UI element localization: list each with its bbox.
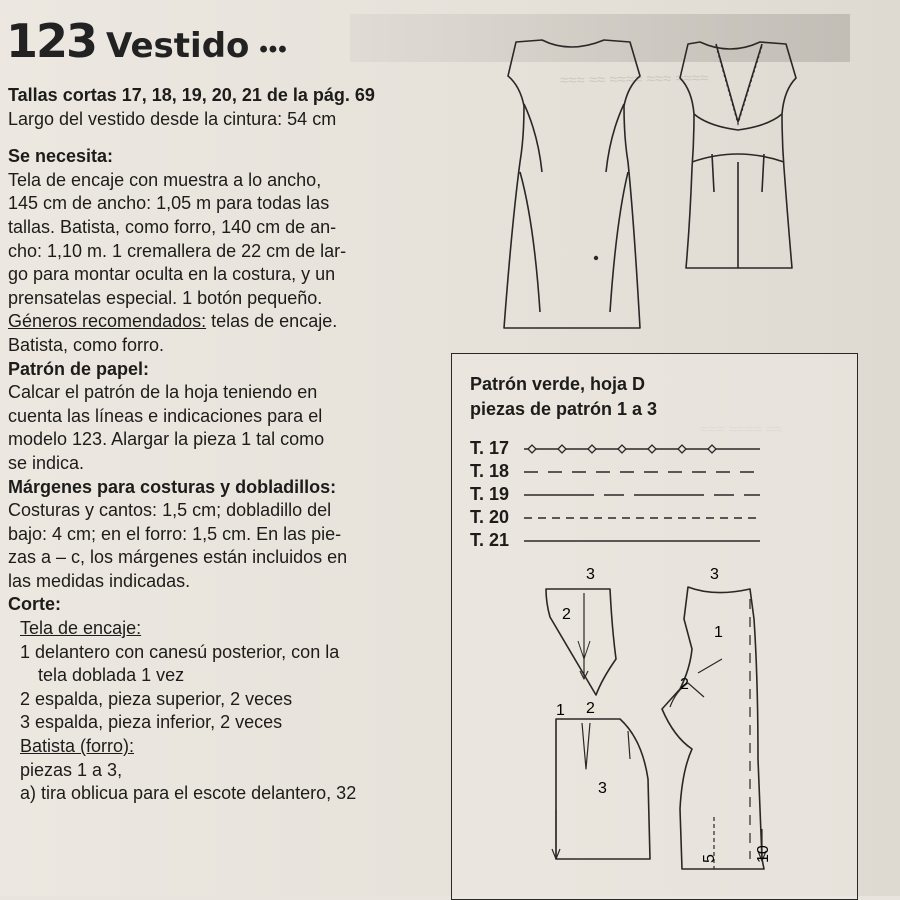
- text-line: go para montar oculta en la costura, y un: [8, 264, 336, 285]
- cut-item: tela doblada 1 vez: [38, 665, 185, 686]
- line-style-mixed-dash: [524, 488, 764, 502]
- pattern-box: [451, 353, 858, 900]
- text-line: Batista, como forro.: [8, 334, 165, 355]
- piece-3-left-label: 1: [556, 702, 565, 719]
- cut-item: 2 espalda, pieza superior, 2 veces: [20, 688, 293, 709]
- text-line: Tela de encaje con muestra a lo ancho,: [8, 169, 322, 190]
- size-label: T. 17: [470, 438, 510, 458]
- sizes-line: Tallas cortas 17, 18, 19, 20, 21 de la pág. 69: [8, 85, 375, 105]
- front-dress-sketch: [504, 40, 640, 328]
- page-title: [6, 14, 288, 72]
- piece-1-bottom-label-a: 5: [701, 854, 718, 863]
- pattern-box-title: [470, 372, 657, 422]
- difficulty-dots: •••: [259, 36, 288, 63]
- generos-rest: telas de encaje.: [206, 311, 338, 332]
- instructions-column: [8, 84, 428, 806]
- size-label: T. 19: [470, 484, 510, 504]
- encaje-label: Tela de encaje:: [20, 618, 142, 639]
- size-row-t19: [470, 484, 850, 507]
- dress-sketches: [500, 22, 830, 332]
- piece-1-side-label: 2: [680, 676, 689, 693]
- model-name: Vestido: [106, 26, 250, 66]
- piece-1-bottom-label-b: 10: [755, 845, 772, 863]
- line-style-long-dash: [524, 465, 764, 479]
- piece-3-number: 3: [598, 780, 607, 797]
- piece-2-outline: [546, 589, 616, 695]
- size-row-t21: [470, 530, 850, 553]
- size-legend: [470, 438, 850, 553]
- corte-heading: Corte:: [8, 594, 61, 615]
- patron-heading: Patrón de papel:: [8, 358, 150, 379]
- size-row-t20: [470, 507, 850, 530]
- model-number: 123: [6, 14, 97, 68]
- batista-label: Batista (forro):: [20, 736, 135, 757]
- piece-3-mid-label: 2: [586, 700, 595, 717]
- text-line: se indica.: [8, 452, 85, 473]
- size-label: T. 20: [470, 507, 510, 527]
- cut-item: 1 delantero con canesú posterior, con la: [20, 641, 340, 662]
- bleed-through-text: ≈≈≈ ≈≈ ≈≈≈≈ ≈≈≈ ≈≈≈≈: [559, 69, 709, 90]
- piece-1-top-label: 3: [710, 566, 719, 583]
- piece-1-outline: [662, 587, 764, 869]
- text-line: prensatelas especial. 1 botón pequeño.: [8, 287, 323, 308]
- piece-1-number: 1: [714, 624, 723, 641]
- text-line: Costuras y cantos: 1,5 cm; dobladillo del: [8, 500, 332, 521]
- size-row-t17: [470, 438, 850, 461]
- generos-line: [8, 310, 428, 334]
- pattern-sheet: Patrón verde, hoja D: [470, 374, 646, 394]
- text-line: modelo 123. Alargar la pieza 1 tal como: [8, 429, 325, 450]
- line-style-dot-dash: [524, 442, 764, 456]
- pattern-pieces-drawing: [452, 559, 852, 889]
- text-line: cuenta las líneas e indicaciones para el: [8, 405, 323, 426]
- text-line: bajo: 4 cm; en el forro: 1,5 cm. En las pie-: [8, 523, 342, 544]
- margenes-heading: Márgenes para costuras y dobladillos:: [8, 476, 337, 497]
- text-line: a) tira oblicua para el escote delantero, 32: [20, 783, 357, 804]
- text-line: cho: 1,10 m. 1 cremallera de 22 cm de lar-: [8, 240, 347, 261]
- pattern-pieces: piezas de patrón 1 a 3: [470, 399, 658, 419]
- line-style-short-dash: [524, 511, 764, 525]
- text-line: tallas. Batista, como forro, 140 cm de an-: [8, 216, 337, 237]
- text-line: piezas 1 a 3,: [20, 759, 123, 780]
- length-line: Largo del vestido desde la cintura: 54 cm: [8, 108, 337, 129]
- line-style-solid: [524, 534, 764, 548]
- size-row-t18: [470, 461, 850, 484]
- size-label: T. 21: [470, 530, 510, 550]
- se-necesita-heading: Se necesita:: [8, 146, 114, 167]
- text-line: Calcar el patrón de la hoja teniendo en: [8, 382, 318, 403]
- back-dress-sketch: [680, 42, 796, 268]
- cut-item: 3 espalda, pieza inferior, 2 veces: [20, 712, 283, 733]
- piece-2-number: 2: [562, 606, 571, 623]
- size-label: T. 18: [470, 461, 510, 481]
- text-line: 145 cm de ancho: 1,05 m para todas las: [8, 193, 330, 214]
- text-line: zas a – c, los márgenes están incluidos en: [8, 547, 348, 568]
- generos-label: Géneros recomendados:: [8, 311, 207, 332]
- piece-2-top-label: 3: [586, 566, 595, 583]
- text-line: las medidas indicadas.: [8, 570, 191, 591]
